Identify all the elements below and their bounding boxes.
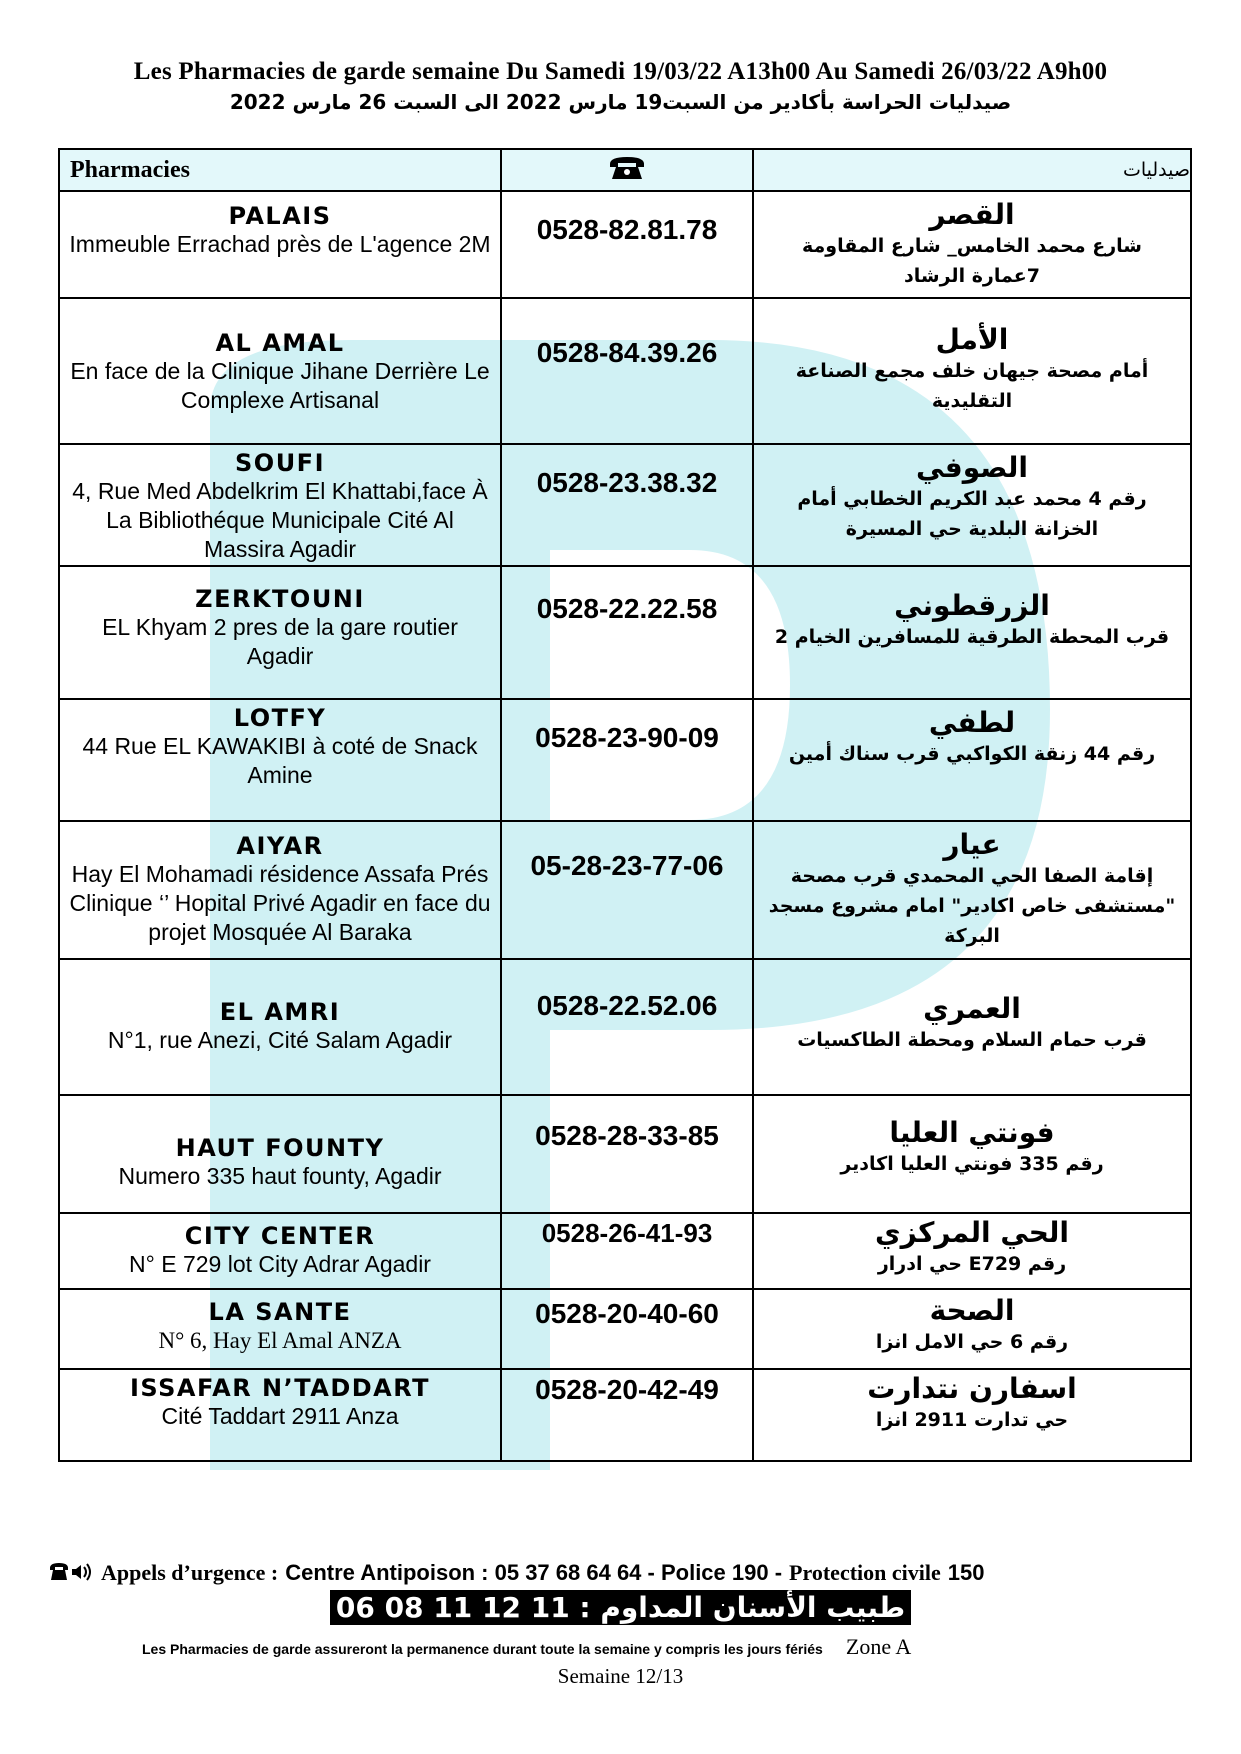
dentist-on-call: طبيب الأسنان المداوم : 11 12 11 08 06 — [330, 1590, 911, 1625]
table-row — [59, 191, 1191, 298]
pharmacy-name-arabic: العمري — [923, 992, 1021, 1025]
pharmacy-address: Immeuble Errachad près de L'agence 2M — [69, 231, 491, 257]
pharmacy-address-arabic: قرب المحطة الطرقية للمسافرين الخيام 2 — [774, 626, 1170, 648]
pharmacy-address: Numero 335 haut founty, Agadir — [118, 1163, 442, 1189]
zone-label: Zone A — [845, 1634, 912, 1659]
table-row — [59, 1095, 1191, 1213]
pharmacy-address: N° E 729 lot City Adrar Agadir — [129, 1251, 431, 1277]
column-header-arabic: صيدليات — [1122, 159, 1190, 181]
pharmacy-phone: 0528-23-90-09 — [535, 722, 719, 753]
pharmacy-address: 44 Rue EL KAWAKIBI à coté de Snack Amine — [82, 733, 478, 788]
pharmacy-address-arabic: رقم 44 زنقة الكواكبي قرب سناك أمين — [788, 743, 1156, 765]
pharmacy-phone: 0528-23.38.32 — [536, 467, 718, 498]
pharmacy-name: SOUFI — [235, 449, 325, 477]
emergency-line — [48, 1560, 1198, 1586]
civil-protection-number: 150 — [947, 1560, 985, 1585]
pharmacy-name-arabic: الحي المركزي — [874, 1216, 1070, 1249]
emergency-numbers: Centre Antipoison : 05 37 68 64 64 - Police 190 - — [285, 1560, 783, 1585]
table-row — [59, 1213, 1191, 1289]
pharmacy-phone: 05-28-23-77-06 — [530, 850, 724, 881]
telephone-icon — [607, 155, 647, 181]
table-header-row — [59, 149, 1191, 191]
pharmacy-address-arabic: إقامة الصفا الحي المحمدي قرب مصحة "مستشفى خاص اكادير" امام مشروع مسجد البركة — [768, 865, 1176, 947]
pharmacy-address: 4, Rue Med Abdelkrim El Khattabi,face À La Bibliothéque Municipale Cité Al Massira Agadir — [72, 478, 488, 562]
pharmacy-address: Hay El Mohamadi résidence Assafa Prés Clinique ‘’ Hopital Privé Agadir en face du projet Mosquée Al Baraka — [69, 861, 491, 945]
pharmacy-address-arabic: رقم 4 محمد عبد الكريم الخطابي أمام الخزانة البلدية حي المسيرة — [797, 488, 1147, 540]
title-arabic: صيدليات الحراسة بأكادير من السبت19 مارس 2022 الى السبت 26 مارس 2022 — [229, 90, 1012, 114]
pharmacy-name-arabic: القصر — [929, 198, 1015, 231]
pharmacy-address-arabic: رقم 335 فونتي العليا اكادير — [840, 1153, 1104, 1175]
pharmacy-address-arabic: رقم 6 حي الامل انزا — [875, 1331, 1069, 1353]
table-row — [59, 1369, 1191, 1461]
pharmacy-name: HAUT FOUNTY — [175, 1134, 385, 1162]
pharmacy-name-arabic: فونتي العليا — [889, 1116, 1055, 1149]
pharmacy-name: LOTFY — [233, 704, 327, 732]
pharmacy-phone: 0528-22.22.58 — [536, 593, 718, 624]
pharmacy-phone: 0528-22.52.06 — [536, 990, 718, 1021]
pharmacy-address: N° 6, Hay El Amal ANZA — [158, 1328, 402, 1353]
pharmacy-phone: 0528-20-42-49 — [535, 1374, 719, 1405]
pharmacy-name-arabic: الصوفي — [916, 451, 1028, 484]
pharmacies-table — [58, 148, 1192, 1462]
pharmacy-phone: 0528-82.81.78 — [536, 214, 718, 245]
pharmacy-name-arabic: الزرقطوني — [894, 589, 1050, 622]
pharmacy-phone: 0528-26-41-93 — [541, 1218, 713, 1248]
table-row — [59, 566, 1191, 699]
pharmacy-name-arabic: عيار — [943, 828, 1001, 861]
pharmacy-phone: 0528-28-33-85 — [535, 1120, 719, 1151]
pharmacy-name: AL AMAL — [215, 329, 345, 357]
phone-speaker-icon — [48, 1561, 94, 1583]
pharmacy-name-arabic: اسفارن نتدارت — [867, 1372, 1077, 1405]
emergency-label: Appels d’urgence : — [101, 1560, 279, 1585]
page-header — [0, 58, 1241, 114]
pharmacy-name: CITY CENTER — [184, 1222, 376, 1250]
pharmacy-name: AIYAR — [236, 832, 324, 860]
pharmacy-name: ISSAFAR N’TADDART — [129, 1374, 431, 1402]
pharmacy-phone: 0528-20-40-60 — [535, 1298, 719, 1329]
pharmacy-name: ZERKTOUNI — [195, 585, 365, 613]
pharmacy-address: En face de la Clinique Jihane Derrière Le Complexe Artisanal — [70, 358, 490, 413]
pharmacy-address: N°1, rue Anezi, Cité Salam Agadir — [107, 1027, 453, 1053]
permanence-note: Les Pharmacies de garde assureront la permanence durant toute la semaine y compris les jours fériés — [142, 1641, 823, 1657]
table-row — [59, 298, 1191, 444]
pharmacy-name-arabic: لطفي — [928, 706, 1016, 739]
table-row — [59, 1289, 1191, 1369]
title-french: Les Pharmacies de garde semaine Du Samedi 19/03/22 A13h00 Au Samedi 26/03/22 A9h00 — [133, 58, 1108, 85]
column-header-pharmacies: Pharmacies — [70, 156, 190, 183]
table-row — [59, 821, 1191, 959]
pharmacy-address-arabic: رقم E729 حي ادرار — [877, 1253, 1067, 1275]
pharmacy-name-arabic: الصحة — [929, 1294, 1015, 1327]
pharmacy-address-arabic: حي تدارت 2911 انزا — [875, 1409, 1069, 1431]
pharmacy-address-arabic: شارع محمد الخامس_ شارع المقاومة 7عمارة الرشاد — [802, 235, 1142, 287]
pharmacy-phone: 0528-84.39.26 — [536, 337, 718, 368]
civil-protection-label: Protection civile — [789, 1560, 941, 1585]
pharmacy-name: EL AMRI — [219, 998, 341, 1026]
pharmacy-address-arabic: قرب حمام السلام ومحطة الطاكسيات — [797, 1029, 1147, 1051]
table-row — [59, 699, 1191, 821]
pharmacy-address: Cité Taddart 2911 Anza — [161, 1403, 399, 1429]
pharmacy-address-arabic: أمام مصحة جيهان خلف مجمع الصناعة التقليدية — [795, 360, 1149, 412]
pharmacy-name-arabic: الأمل — [935, 323, 1009, 356]
pharmacy-name: LA SANTE — [208, 1298, 352, 1326]
table-row — [59, 959, 1191, 1095]
week-label: Semaine 12/13 — [557, 1664, 684, 1688]
pharmacy-address: EL Khyam 2 pres de la gare routier Agadir — [102, 614, 458, 669]
pharmacy-name: PALAIS — [228, 202, 332, 230]
table-row — [59, 444, 1191, 566]
